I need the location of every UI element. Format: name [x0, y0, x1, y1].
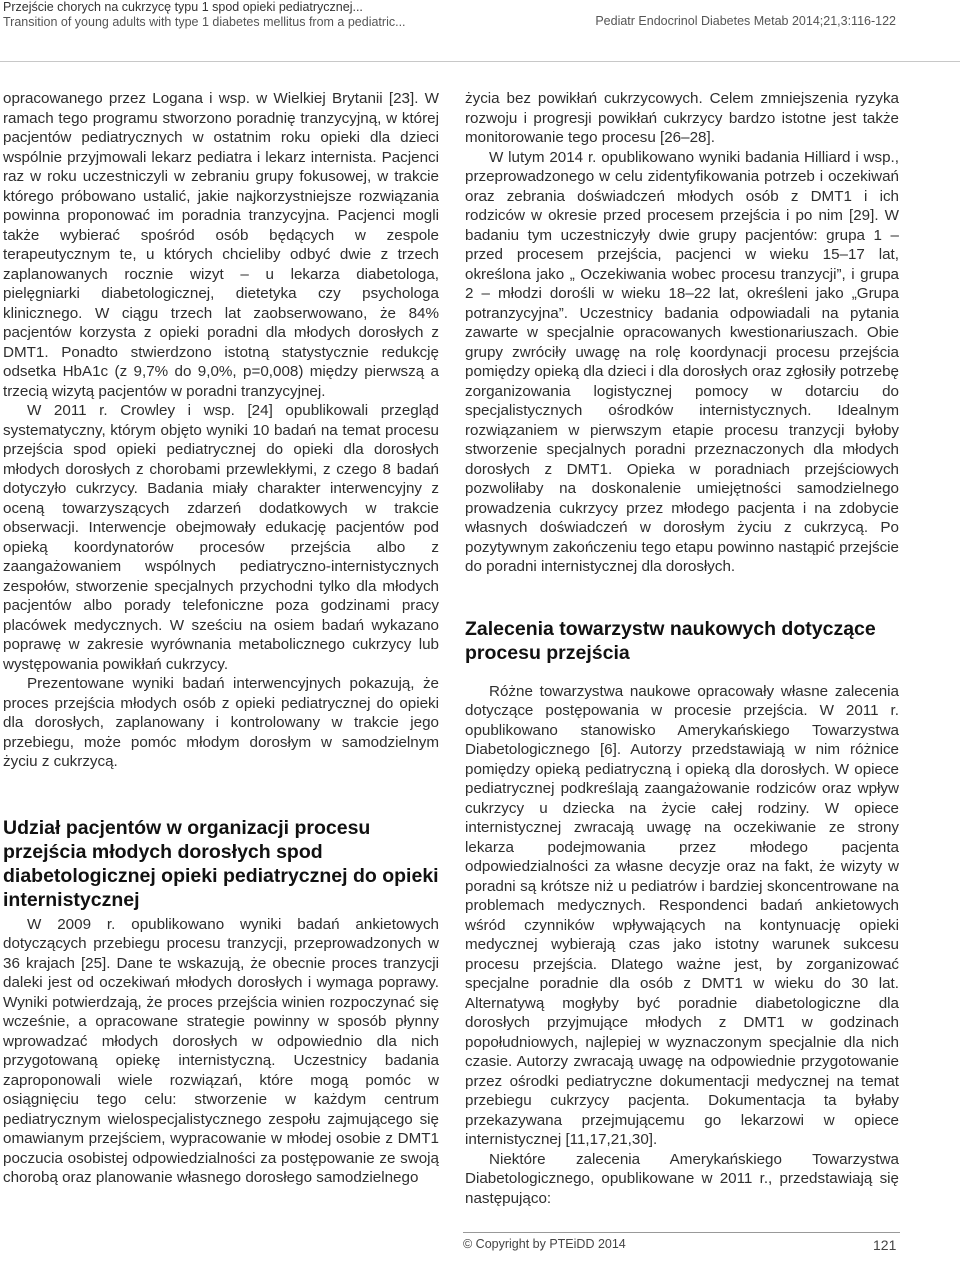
copyright-notice: © Copyright by PTEiDD 2014: [463, 1237, 626, 1251]
paragraph: Niektóre zalecenia Amerykańskiego Towarzystwa Diabetologicznego, opublikowane w 2011 r., przedstawiają się następująco:: [465, 1150, 899, 1207]
page-number: 121: [873, 1237, 897, 1253]
running-header: [0, 0, 960, 62]
left-column: [3, 89, 439, 1188]
journal-citation: Pediatr Endocrinol Diabetes Metab 2014;21,3:116-122: [595, 14, 896, 28]
article-short-title: Przejście chorych na cukrzycę typu 1 spod opieki pediatrycznej...: [3, 0, 363, 14]
section-heading: Zalecenia towarzystw naukowych dotyczące procesu przejścia: [465, 617, 876, 664]
paragraph: życia bez powikłań cukrzycowych. Celem zmniejszenia ryzyka rozwoju i progresji powikłań cukrzycy bardzo istotne jest także monitorowanie tego procesu [26–28].: [465, 90, 899, 146]
paragraph: opracowanego przez Logana i wsp. w Wielkiej Brytanii [23]. W ramach tego programu stworzono poradnię tranzycyjną, w której pacjentów pediatrycznych w ostatnim roku opieki dla dzieci wspólnie przyjmowali lekarz pediatra i lekarz internista. Pacjenci raz w roku uczestniczyli w zebraniu grupy fokusowej, w trakcie którego próbowano ustalić, jakie najkorzystniejsze rozwiązania powinna proponować im poradnia tranzycyjna. Pacjenci mogli także wybierać spośród osób będących w zespole terapeutycznym te, u których chcieliby odbyć dwie z trzech zaplanowanych rocznie wizyt – u lekarza diabetologa, pielęgniarki diabetologicznej, dietetyka czy psychologa klinicznego. W ciągu trzech lat zaobserwowano, że 84% pacjentów korzysta z opieki poradni dla młodych dorosłych z DMT1. Ponadto stwierdzono istotną statystycznie redukcję odsetka HbA1c (z 9,7% do 9,0%, p=0,008) między pierwszą a trzecią wizytą pacjentów w poradni tranzycyjnej.: [3, 90, 439, 400]
section-heading: Udział pacjentów w organizacji procesu przejścia młodych dorosłych spod diabetologicznej opieki pediatrycznej do opieki internistycznej: [3, 816, 439, 911]
paragraph: W lutym 2014 r. opublikowano wyniki badania Hilliard i wsp., przeprowadzonego w celu zidentyfikowania potrzeb i oczekiwań oraz zebrania doświadczeń młodych osób z DMT1 i ich rodziców w okresie przed procesem przejścia i po nim [29]. W badaniu tym uczestniczyły dwie grupy pacjentów: grupa 1 – przed procesem przejścia, pacjenci w wieku 15–17 lat, określona jako „ Oczekiwania wobec procesu tranzycji”, i grupa 2 – młodzi dorośli w wieku 18–22 lat, określeni jako „Grupa potranzycyjna”. Uczestnicy badania odpowiadali na pytania zawarte w specjalnie opracowanych kwestionariuszach. Obie grupy zwróciły uwagę na rolę koordynacji procesu przejścia pomiędzy opieką dla dzieci i dla dorosłych oraz zgłosiły potrzebę zorganizowania logistycznej pomocy w dotarciu do specjalistycznych ośrodków internistycznych. Idealnym rozwiązaniem w pierwszym etapie procesu tranzycji byłoby stworzenie specjalnych poradni przeznaczonych dla młodych dorosłych z DMT1. Opieka w poradniach przejściowych pozwoliłaby na doskonalenie umiejętności samodzielnego prowadzenia cukrzycy przez młodego pacjenta i na zdobycie własnych doświadczeń w dorosłym życiu z cukrzycą. Po pozytywnym zakończeniu tego etapu powinno nastąpić przejście do poradni internistycznej dla dorosłych.: [465, 148, 899, 575]
article-english-title: Transition of young adults with type 1 diabetes mellitus from a pediatric...: [3, 15, 406, 29]
paragraph: W 2009 r. opublikowano wyniki badań ankietowych dotyczących przebiegu procesu tranzycji, przeprowadzonych w 36 krajach [25]. Dane te wskazują, że obecnie proces tranzycji daleki jest od oczekiwań młodych dorosłych i wymaga poprawy. Wyniki potwierdzają, że proces przejścia winien rozpoczynać się wcześnie, a opracowane strategie powinny w sposób płynny wprowadzać młodych dorosłych w odpowiednio dla nich przygotowaną opiekę internistyczną. Uczestnicy badania zaproponowali wiele rozwiązań, które mogą pomóc w osiągnięciu tego celu: stworzenie w każdym centrum pediatrycznym wielospecjalistycznego zespołu zajmującego się omawianym przejściem, wypracowanie w młodej osobie z DMT1 poczucia osobistej odpowiedzialności za postępowanie ze swoją chorobą oraz planowanie własnego dorosłego samodzielnego: [3, 915, 439, 1186]
header-divider: [0, 61, 960, 62]
footer-divider: [463, 1232, 900, 1233]
right-column: [465, 89, 899, 1208]
paragraph: Prezentowane wyniki badań interwencyjnych pokazują, że proces przejścia młodych osób z opieki pediatrycznej do opieki dla dorosłych, zaplanowany i kontrolowany w trakcie jego przebiegu, może pomóc młodym dorosłym w samodzielnym życiu z cukrzycą.: [3, 675, 439, 770]
paragraph: Różne towarzystwa naukowe opracowały własne zalecenia dotyczące postępowania w procesie przejścia. W 2011 r. opublikowano stanowisko Amerykańskiego Towarzystwa Diabetologicznego [6]. Autorzy przedstawiają w nim różnice pomiędzy opieką pediatryczną i opieką dla dorosłych. W opiece pediatrycznej podkreślają zaangażowanie rodziców oraz wpływ cukrzycy u dziecka na życie całej rodziny. W opiece internistycznej zwracają uwagę na oczekiwanie ze strony lekarza podejmowania przez młodego pacjenta odpowiedzialności za własne decyzje oraz na fakt, że wizyty w poradni są krótsze niż u pediatrów i bardziej skoncentrowane na problemach medycznych. Respondenci badań ankietowych wśród czynników wpływających na kontynuację opieki medycznej wybierają czas jako istotny warunek sukcesu procesu przejścia. Dlatego ważne jest, by zorganizować specjalne poradnie dla osób z DMT1 w wieku do 30 lat. Alternatywą mogłyby być poradnie diabetologiczne dla dorosłych przyjmujące młodych z DMT1 w godzinach popołudniowych, najlepiej w wyznaczonym specjalnie dla nich czasie. Autorzy zwracają uwagę na odpowiednie przygotowanie przez ośrodki pediatryczne dokumentacji medycznej na temat przebiegu cukrzycy pacjenta. Dokumentacja ta byłaby przekazywana przejmującemu go lekarzowi w opiece internistycznej [11,17,21,30].: [465, 682, 899, 1148]
paragraph: W 2011 r. Crowley i wsp. [24] opublikowali przegląd systematyczny, którym objęto wyniki 10 badań na temat procesu przejścia spod opieki pediatrycznej do opieki dla dorosłych młodych dorosłych z chorobami przewlekłymi, z czego 8 badań dotyczyło cukrzycy. Badania miały charakter interwencyjny z oceną towarzyszących zdarzeń dodatkowych w trakcie obserwacji. Interwencje obejmowały edukację pacjentów pod opieką koordynatorów procesów przejścia albo z zaangażowaniem wspólnych pediatryczno-internistycznych zespołów, stworzenie specjalnych przychodni tylko dla młodych pacjentów albo porady telefoniczne poza godzinami pracy placówek medycznych. W sześciu na osiem badań wykazano poprawę w zakresie wyrównania metabolicznego cukrzycy lub występowania powikłań cukrzycy.: [3, 402, 439, 673]
